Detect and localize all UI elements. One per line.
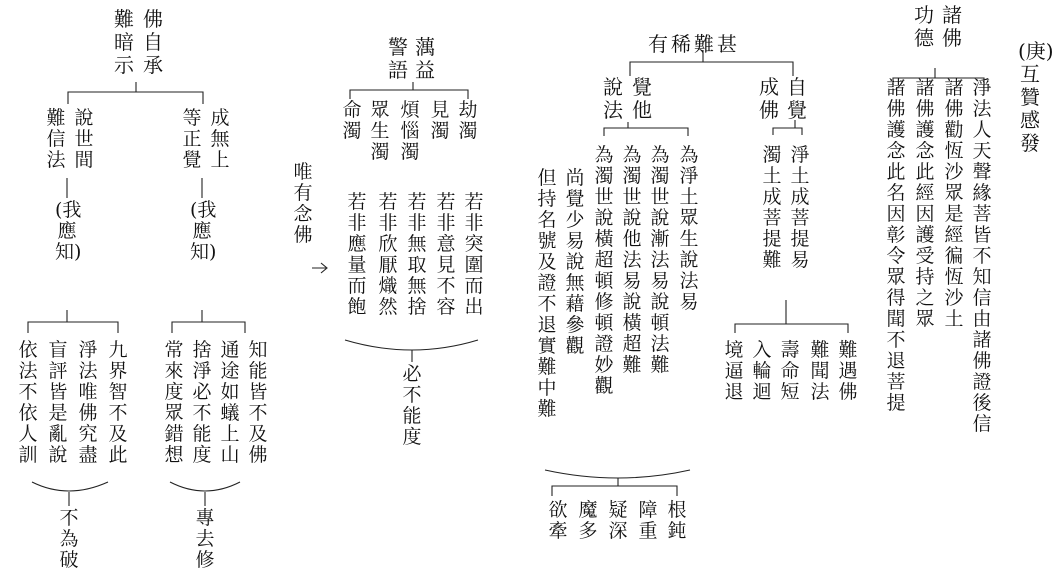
rare-left-item-2: 濁土成菩提難 bbox=[762, 144, 782, 271]
origin-left-item-3: 盲評皆是亂說 bbox=[48, 339, 68, 466]
rare-right-head-col1: 覺他 bbox=[632, 75, 652, 122]
warning-condition-2: 若非意見不容 bbox=[436, 191, 456, 318]
rare-left-item-1: 淨土成菩提易 bbox=[790, 144, 810, 271]
rare-left-head-col1: 自覺 bbox=[787, 75, 807, 122]
rare-right-item-1: 為淨土眾生說法易 bbox=[679, 144, 699, 313]
origin-right-item-3: 捨淨必不能度 bbox=[192, 339, 212, 466]
warning-condition-5: 若非應量而飽 bbox=[347, 191, 367, 318]
rare-left-sub-1: 難遇佛 bbox=[838, 339, 858, 403]
origin-left-item-4: 依法不依人訓 bbox=[18, 339, 38, 466]
origin-right-note: (我應知) bbox=[190, 199, 217, 263]
rare-left-sub-2: 難聞法 bbox=[810, 339, 830, 403]
rare-right-sub-1: 根鈍 bbox=[667, 499, 687, 542]
rare-left-sub-4: 入輪迴 bbox=[752, 339, 772, 403]
warning-condition-1: 若非突圍而出 bbox=[464, 191, 484, 318]
rare-top: 甚難稀有 bbox=[648, 32, 740, 56]
warning-item-4: 眾生濁 bbox=[370, 99, 390, 163]
origin-left-conclusion: 不為破 bbox=[59, 507, 79, 571]
warning-lead: 唯有念佛 bbox=[293, 161, 313, 246]
rare-right-sub-2: 障重 bbox=[638, 499, 658, 542]
praise-item-4: 諸佛護念此名因彰令眾得聞不退菩提 bbox=[886, 77, 906, 414]
section-title: (庚)互贊感發 bbox=[1018, 39, 1054, 155]
warning-item-3: 煩惱濁 bbox=[400, 99, 420, 163]
origin-left-item-1: 九界智不及此 bbox=[108, 339, 128, 466]
praise-top-col2: 功德 bbox=[914, 3, 934, 50]
rare-left-sub-3: 壽命短 bbox=[780, 339, 800, 403]
origin-left-head-col2: 難信法 bbox=[46, 107, 66, 171]
rare-right-item-6: 但持名號及證不退實難中難 bbox=[537, 167, 557, 420]
rare-left-head-col2: 成佛 bbox=[759, 75, 779, 122]
warning-conclusion: 必不能度 bbox=[402, 363, 422, 448]
praise-item-2: 諸佛勸恆沙眾是經徧恆沙土 bbox=[944, 77, 964, 330]
origin-right-item-1: 知能皆不及佛 bbox=[248, 339, 268, 466]
rare-right-sub-4: 魔多 bbox=[578, 499, 598, 542]
origin-top-col2: 難暗示 bbox=[114, 7, 134, 77]
warning-item-5: 命濁 bbox=[342, 99, 362, 142]
origin-right-item-4: 常來度眾錯想 bbox=[164, 339, 184, 466]
rare-left-sub-5: 境逼退 bbox=[724, 339, 744, 403]
origin-right-item-2: 通途如蟻上山 bbox=[220, 339, 240, 466]
origin-right-head-col2: 等正覺 bbox=[182, 107, 202, 171]
origin-left-head-col1: 說世間 bbox=[74, 107, 94, 171]
origin-right-conclusion: 專去修 bbox=[195, 507, 215, 571]
warning-top-col1: 蕅益 bbox=[415, 35, 435, 82]
rare-right-item-4: 為濁世說橫超頓修頓證妙觀 bbox=[594, 144, 614, 397]
rare-right-head-col2: 說法 bbox=[603, 75, 623, 122]
warning-condition-3: 若非無取無捨 bbox=[407, 191, 427, 318]
praise-top-col1: 諸佛 bbox=[942, 3, 962, 50]
warning-top-col2: 警語 bbox=[388, 35, 408, 82]
origin-right-head-col1: 成無上 bbox=[210, 107, 230, 171]
praise-item-3: 諸佛護念此經因護受持之眾 bbox=[915, 77, 935, 330]
praise-item-1: 淨法人天聲緣菩皆不知信由諸佛證後信 bbox=[972, 77, 992, 435]
rare-right-item-5: 尚覺少易說無藉參觀 bbox=[565, 167, 585, 357]
origin-left-item-2: 淨法唯佛究盡 bbox=[78, 339, 98, 466]
origin-top-col1: 佛自承 bbox=[143, 7, 163, 77]
rare-right-sub-3: 疑深 bbox=[608, 499, 628, 542]
origin-left-note: (我應知) bbox=[55, 199, 82, 263]
rare-right-sub-5: 欲牽 bbox=[548, 499, 568, 542]
warning-condition-4: 若非欣厭熾然 bbox=[378, 191, 398, 318]
rare-right-item-2: 為濁世說漸法易說頓法難 bbox=[650, 144, 670, 376]
rare-right-item-3: 為濁世說他法易說橫超難 bbox=[622, 144, 642, 376]
warning-item-2: 見濁 bbox=[430, 99, 450, 142]
warning-item-1: 劫濁 bbox=[458, 99, 478, 142]
